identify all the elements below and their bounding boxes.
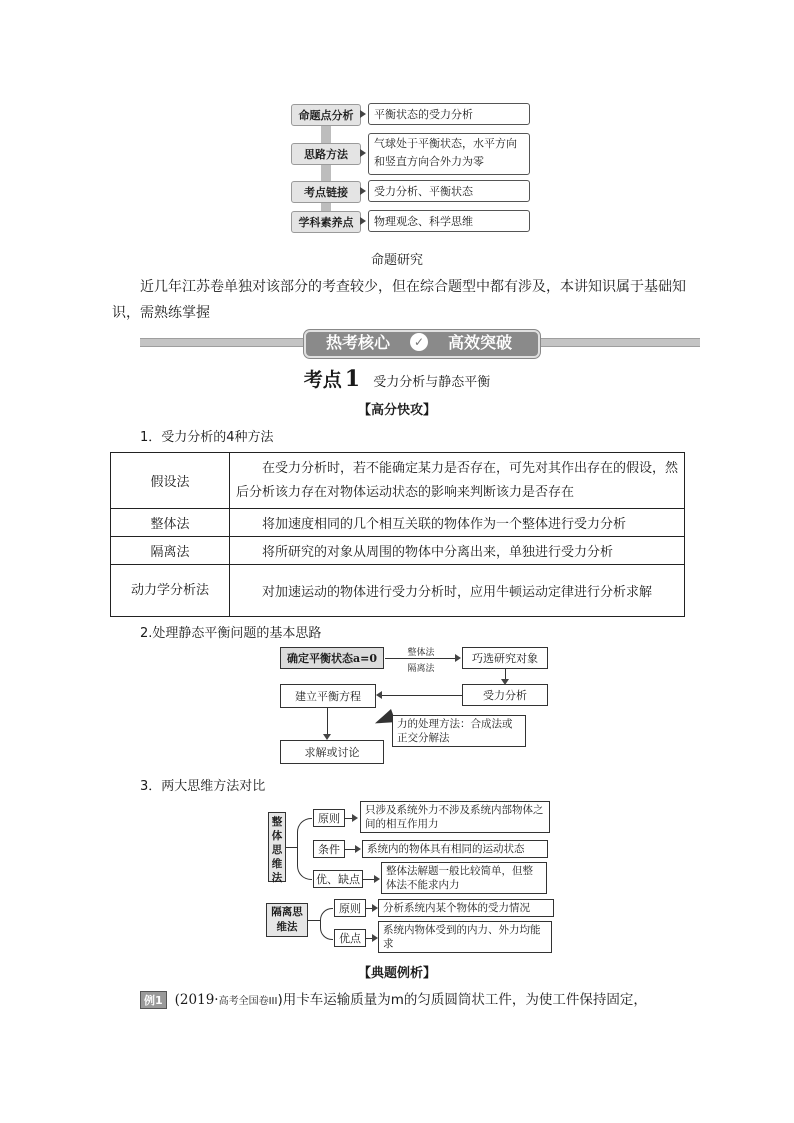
row-value-method: 气球处于平衡状态，水平方向和竖直方向合外力为零 xyxy=(368,133,530,175)
banner-right-text: 高效突破 xyxy=(447,333,512,352)
principle-label: 原则 xyxy=(313,809,345,827)
flow-note-box: 力的处理方法：合成法或正交分解法 xyxy=(392,715,526,747)
topic-title: 受力分析与静态平衡 xyxy=(373,375,491,390)
row-arrow xyxy=(360,110,366,118)
example-year: (2019· xyxy=(174,992,219,1008)
method-desc: 对加速运动的物体进行受力分析时，应用牛顿运动定律进行分析求解 xyxy=(230,565,685,617)
compare-arrow xyxy=(374,875,380,883)
proscons-text-box: 整体法解题一般比较简单，但整体法不能求内力 xyxy=(381,862,547,894)
principle2-label: 原则 xyxy=(334,899,366,917)
compare-arrow-line xyxy=(345,849,355,850)
flow-arrow-label-bottom: 隔离法 xyxy=(407,664,435,674)
item2-title: 2.处理静态平衡问题的基本思路 xyxy=(140,626,322,641)
flow-choose-box: 巧选研究对象 xyxy=(462,647,548,669)
compare-bracket-2 xyxy=(320,908,333,940)
method-desc: 将所研究的对象从周围的物体中分离出来，单独进行受力分析 xyxy=(230,537,685,565)
section-high-score: 【高分快攻】 xyxy=(357,403,436,418)
compare-arrow-line xyxy=(363,879,374,880)
row-label-link: 考点链接 xyxy=(291,181,361,203)
row-arrow xyxy=(360,217,366,225)
isolate-method-box: 隔离思维法 xyxy=(266,903,308,937)
table-row xyxy=(111,453,685,509)
item1-title: 1．受力分析的4种方法 xyxy=(140,430,274,445)
example-source: 高考全国卷III xyxy=(218,996,278,1007)
flow-arrow-line xyxy=(385,658,455,659)
research-heading: 命题研究 xyxy=(370,253,423,268)
compare-stem-2 xyxy=(308,920,320,921)
flow-equation-box: 建立平衡方程 xyxy=(280,684,376,708)
flow-solve-box: 求解或讨论 xyxy=(280,740,384,764)
flow-force-box: 受力分析 xyxy=(462,684,548,706)
flow-arrow-head xyxy=(455,654,461,662)
topic-prefix: 考点 xyxy=(303,369,342,391)
example-tag: 例1 xyxy=(140,991,167,1009)
research-text: 近几年江苏卷单独对该部分的考查较少，但在综合题型中都有涉及，本讲知识属于基础知识，需熟练掌握 xyxy=(112,279,686,321)
condition-label: 条件 xyxy=(313,840,345,858)
section-example: 【典题例析】 xyxy=(357,966,436,981)
proscons-label: 优、缺点 xyxy=(313,870,363,888)
row-value-literacy: 物理观念、科学思维 xyxy=(368,210,530,232)
table-row xyxy=(111,509,685,537)
methods-table xyxy=(110,452,685,617)
topic-number: 1 xyxy=(344,366,361,392)
row-value-link: 受力分析、平衡状态 xyxy=(368,180,530,202)
row-arrow xyxy=(360,149,366,157)
item3-title: 3．两大思维方法对比 xyxy=(140,779,266,794)
flow-left-line xyxy=(382,695,462,696)
advantage-text-box: 系统内物体受到的内力、外力均能求 xyxy=(378,921,552,953)
compare-arrow-line xyxy=(345,818,352,819)
row-value-analysis: 平衡状态的受力分析 xyxy=(368,103,530,125)
advantage-label: 优点 xyxy=(334,929,366,947)
row-label-analysis: 命题点分析 xyxy=(291,104,361,126)
row-label-literacy: 学科素养点 xyxy=(291,211,361,233)
flow-down-line-2 xyxy=(327,708,328,736)
topic-heading xyxy=(0,365,794,392)
compare-stem xyxy=(286,847,297,848)
method-name: 隔离法 xyxy=(111,537,230,565)
method-name: 动力学分析法 xyxy=(111,565,230,617)
example-text: )用卡车运输质量为m的匀质圆筒状工件，为使工件保持固定， xyxy=(277,992,647,1008)
example-line xyxy=(140,988,647,1009)
method-name: 整体法 xyxy=(111,509,230,537)
method-name: 假设法 xyxy=(111,453,230,509)
flow-arrow-label-top: 整体法 xyxy=(407,648,435,658)
condition-text-box: 系统内的物体具有相同的运动状态 xyxy=(362,840,548,858)
compare-arrow xyxy=(355,845,361,853)
banner-left-text: 热考核心 xyxy=(325,333,390,352)
row-arrow xyxy=(360,187,366,195)
method-desc: 将加速度相同的几个相互关联的物体作为一个整体进行受力分析 xyxy=(230,509,685,537)
flow-left-head xyxy=(376,691,382,699)
method-desc: 在受力分析时，若不能确定某力是否存在，可先对其作出存在的假设，然后分析该力存在对物体运动状态的影响来判断该力是否存在 xyxy=(230,453,685,509)
banner-badge-icon: ✓ xyxy=(410,333,428,351)
compare-bracket xyxy=(297,818,312,880)
compare-arrow xyxy=(352,814,358,822)
table-row xyxy=(111,565,685,617)
whole-method-box: 整体思维法 xyxy=(268,812,286,882)
flow-start-box: 确定平衡状态a=0 xyxy=(280,647,384,669)
principle2-text-box: 分析系统内某个物体的受力情况 xyxy=(378,899,554,917)
row-label-method: 思路方法 xyxy=(291,143,361,165)
table-row xyxy=(111,537,685,565)
principle-text-box: 只涉及系统外力不涉及系统内部物体之间的相互作用力 xyxy=(360,801,550,833)
